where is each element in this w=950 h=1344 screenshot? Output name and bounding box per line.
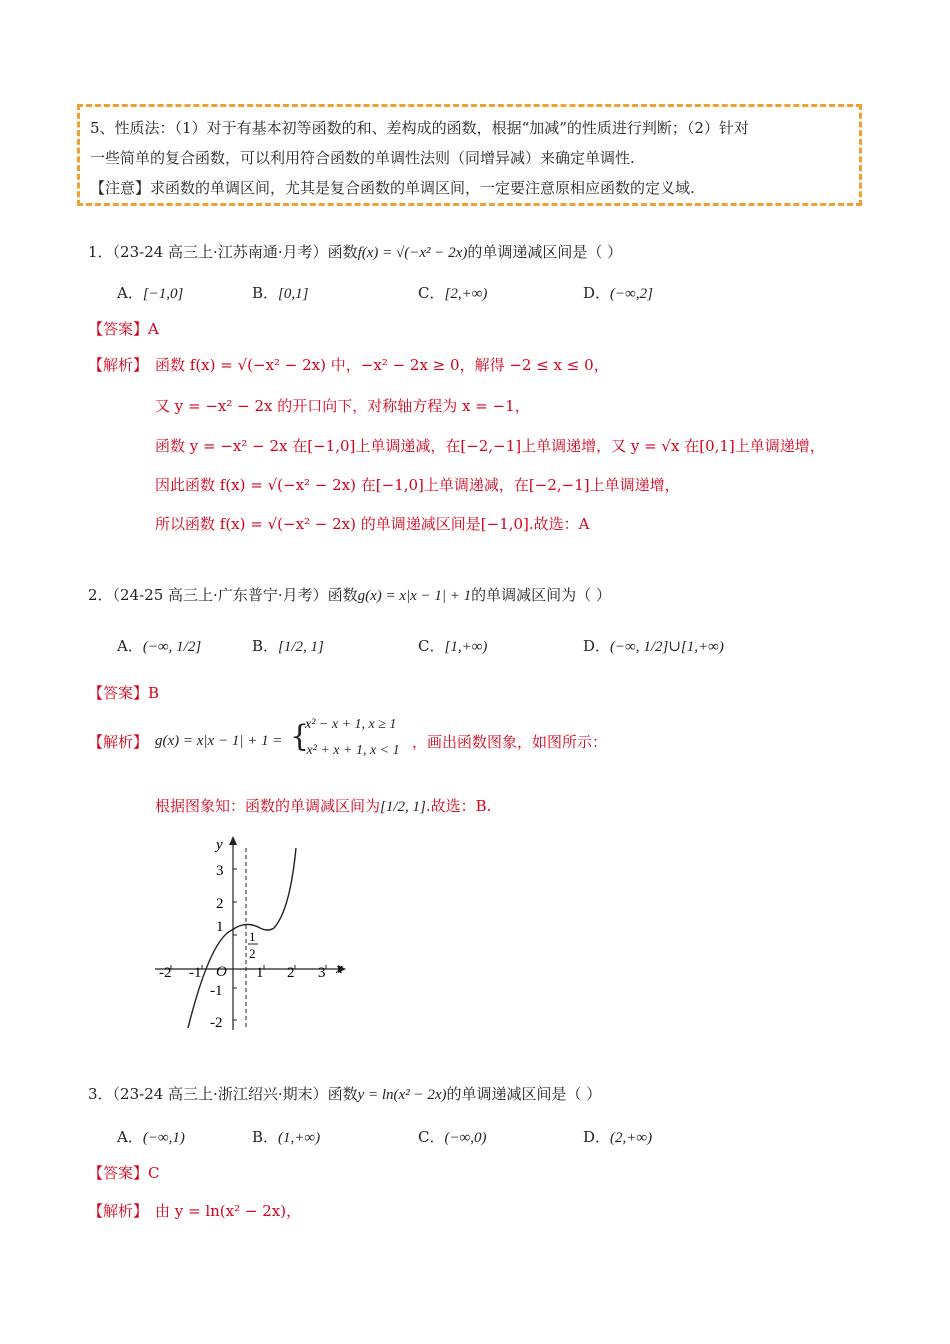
y-tick-neg1: -1 (210, 983, 223, 999)
half-denominator: 2 (249, 946, 256, 961)
q2-analysis-suffix: ，画出函数图象，如图所示： (412, 733, 608, 751)
q1-option-d[interactable]: D．(−∞,2] (583, 284, 653, 302)
q3-option-b[interactable]: B．(1,+∞) (252, 1128, 321, 1146)
tip-line-1: 5、性质法：（1）对于有基本初等函数的和、差构成的函数，根据“加减”的性质进行判断；（2）针对 (90, 119, 749, 137)
x-tick-neg1: -1 (189, 965, 202, 981)
q1-stem-suffix: 的单调递减区间是（ ） (467, 243, 623, 261)
q1-stem-prefix: 1．（23-24 高三上·江苏南通·月考）函数 (88, 243, 358, 261)
q2-option-b[interactable]: B．[1/2, 1] (252, 637, 324, 655)
q2-piecewise-brace: { (290, 719, 310, 754)
function-curve (188, 848, 296, 1028)
q2-analysis-formula: g(x) = x|x − 1| + 1 = (155, 733, 283, 749)
q3-stem (88, 1083, 601, 1104)
q1-analysis-line-1: 函数 f(x) = √(−x² − 2x) 中，−x² − 2x ≥ 0，解得 −2 ≤ x ≤ 0， (155, 356, 609, 374)
q1-stem (88, 241, 622, 262)
half-numerator: 1 (249, 929, 256, 944)
q2-piece-2: −x² + x + 1, x < 1 (297, 743, 400, 758)
origin-label: O (216, 964, 227, 980)
tip-line-2: 一些简单的复合函数，可以利用符合函数的单调性法则（同增异减）来确定单调性. (90, 149, 635, 167)
y-axis-arrow (229, 836, 237, 845)
y-tick-3: 3 (216, 863, 224, 879)
q3-option-a[interactable]: A．(−∞,1) (117, 1128, 185, 1146)
q3-option-c[interactable]: C．(−∞,0) (418, 1128, 487, 1146)
q1-analysis-line-5: 所以函数 f(x) = √(−x² − 2x) 的单调递减区间是[−1,0].故选：A (155, 515, 590, 533)
q3-analysis-tag: 【解析】 (88, 1202, 149, 1220)
x-tick-3: 3 (318, 965, 326, 981)
q2-stem-formula: g(x) = x|x − 1| + 1 (357, 588, 472, 604)
q1-option-b[interactable]: B．[0,1] (252, 284, 309, 302)
y-tick-1: 1 (216, 919, 224, 935)
q1-option-c[interactable]: C．[2,+∞) (418, 284, 488, 302)
y-tick-2: 2 (216, 896, 224, 912)
q2-stem-suffix: 的单调减区间为（ ） (471, 586, 611, 604)
x-tick-neg2: -2 (159, 965, 172, 981)
q2-option-c[interactable]: C．[1,+∞) (418, 637, 488, 655)
q3-analysis: 由 y = ln(x² − 2x)， (155, 1202, 302, 1220)
q1-answer: 【答案】A (88, 320, 159, 338)
q2-function-graph (150, 830, 360, 1035)
q2-option-a[interactable]: A．(−∞, 1/2] (117, 637, 202, 655)
y-axis-label: y (216, 837, 223, 853)
q2-stem-prefix: 2．（24-25 高三上·广东普宁·月考）函数 (88, 586, 358, 604)
q2-option-d[interactable]: D．(−∞, 1/2]∪[1,+∞) (583, 637, 724, 655)
x-tick-1: 1 (256, 965, 264, 981)
q2-answer: 【答案】B (88, 684, 160, 702)
q1-analysis-line-2: 又 y = −x² − 2x 的开口向下，对称轴方程为 x = −1， (155, 397, 530, 415)
q3-stem-prefix: 3．（23-24 高三上·浙江绍兴·期末）函数 (88, 1085, 358, 1103)
q3-stem-formula: y = ln(x² − 2x) (357, 1087, 447, 1103)
tip-line-3: 【注意】求函数的单调区间，尤其是复合函数的单调区间，一定要注意原相应函数的定义域. (90, 179, 695, 197)
q2-analysis-tag: 【解析】 (88, 733, 149, 751)
tip-box (77, 104, 862, 206)
x-tick-2: 2 (287, 965, 295, 981)
q2-conclusion: 根据图象知：函数的单调减区间为[1/2, 1].故选：B. (155, 797, 492, 815)
q1-analysis-line-4: 因此函数 f(x) = √(−x² − 2x) 在[−1,0]上单调递减，在[−2,−1]上单调递增， (155, 476, 680, 494)
q1-analysis-tag: 【解析】 (88, 356, 149, 374)
q3-option-d[interactable]: D．(2,+∞) (583, 1128, 653, 1146)
q1-stem-formula: f(x) = √(−x² − 2x) (357, 245, 468, 261)
q1-option-a[interactable]: A．[−1,0] (117, 284, 184, 302)
q3-stem-suffix: 的单调递减区间是（ ） (446, 1085, 602, 1103)
y-tick-neg2: -2 (210, 1015, 223, 1031)
x-axis-label: x (336, 961, 343, 977)
q2-stem (88, 584, 611, 605)
q3-answer: 【答案】C (88, 1164, 160, 1182)
q2-piece-1: x² − x + 1, x ≥ 1 (305, 717, 397, 732)
q1-analysis-line-3: 函数 y = −x² − 2x 在[−1,0]上单调递减，在[−2,−1]上单调递增，又 y = √x 在[0,1]上单调递增， (155, 437, 825, 455)
